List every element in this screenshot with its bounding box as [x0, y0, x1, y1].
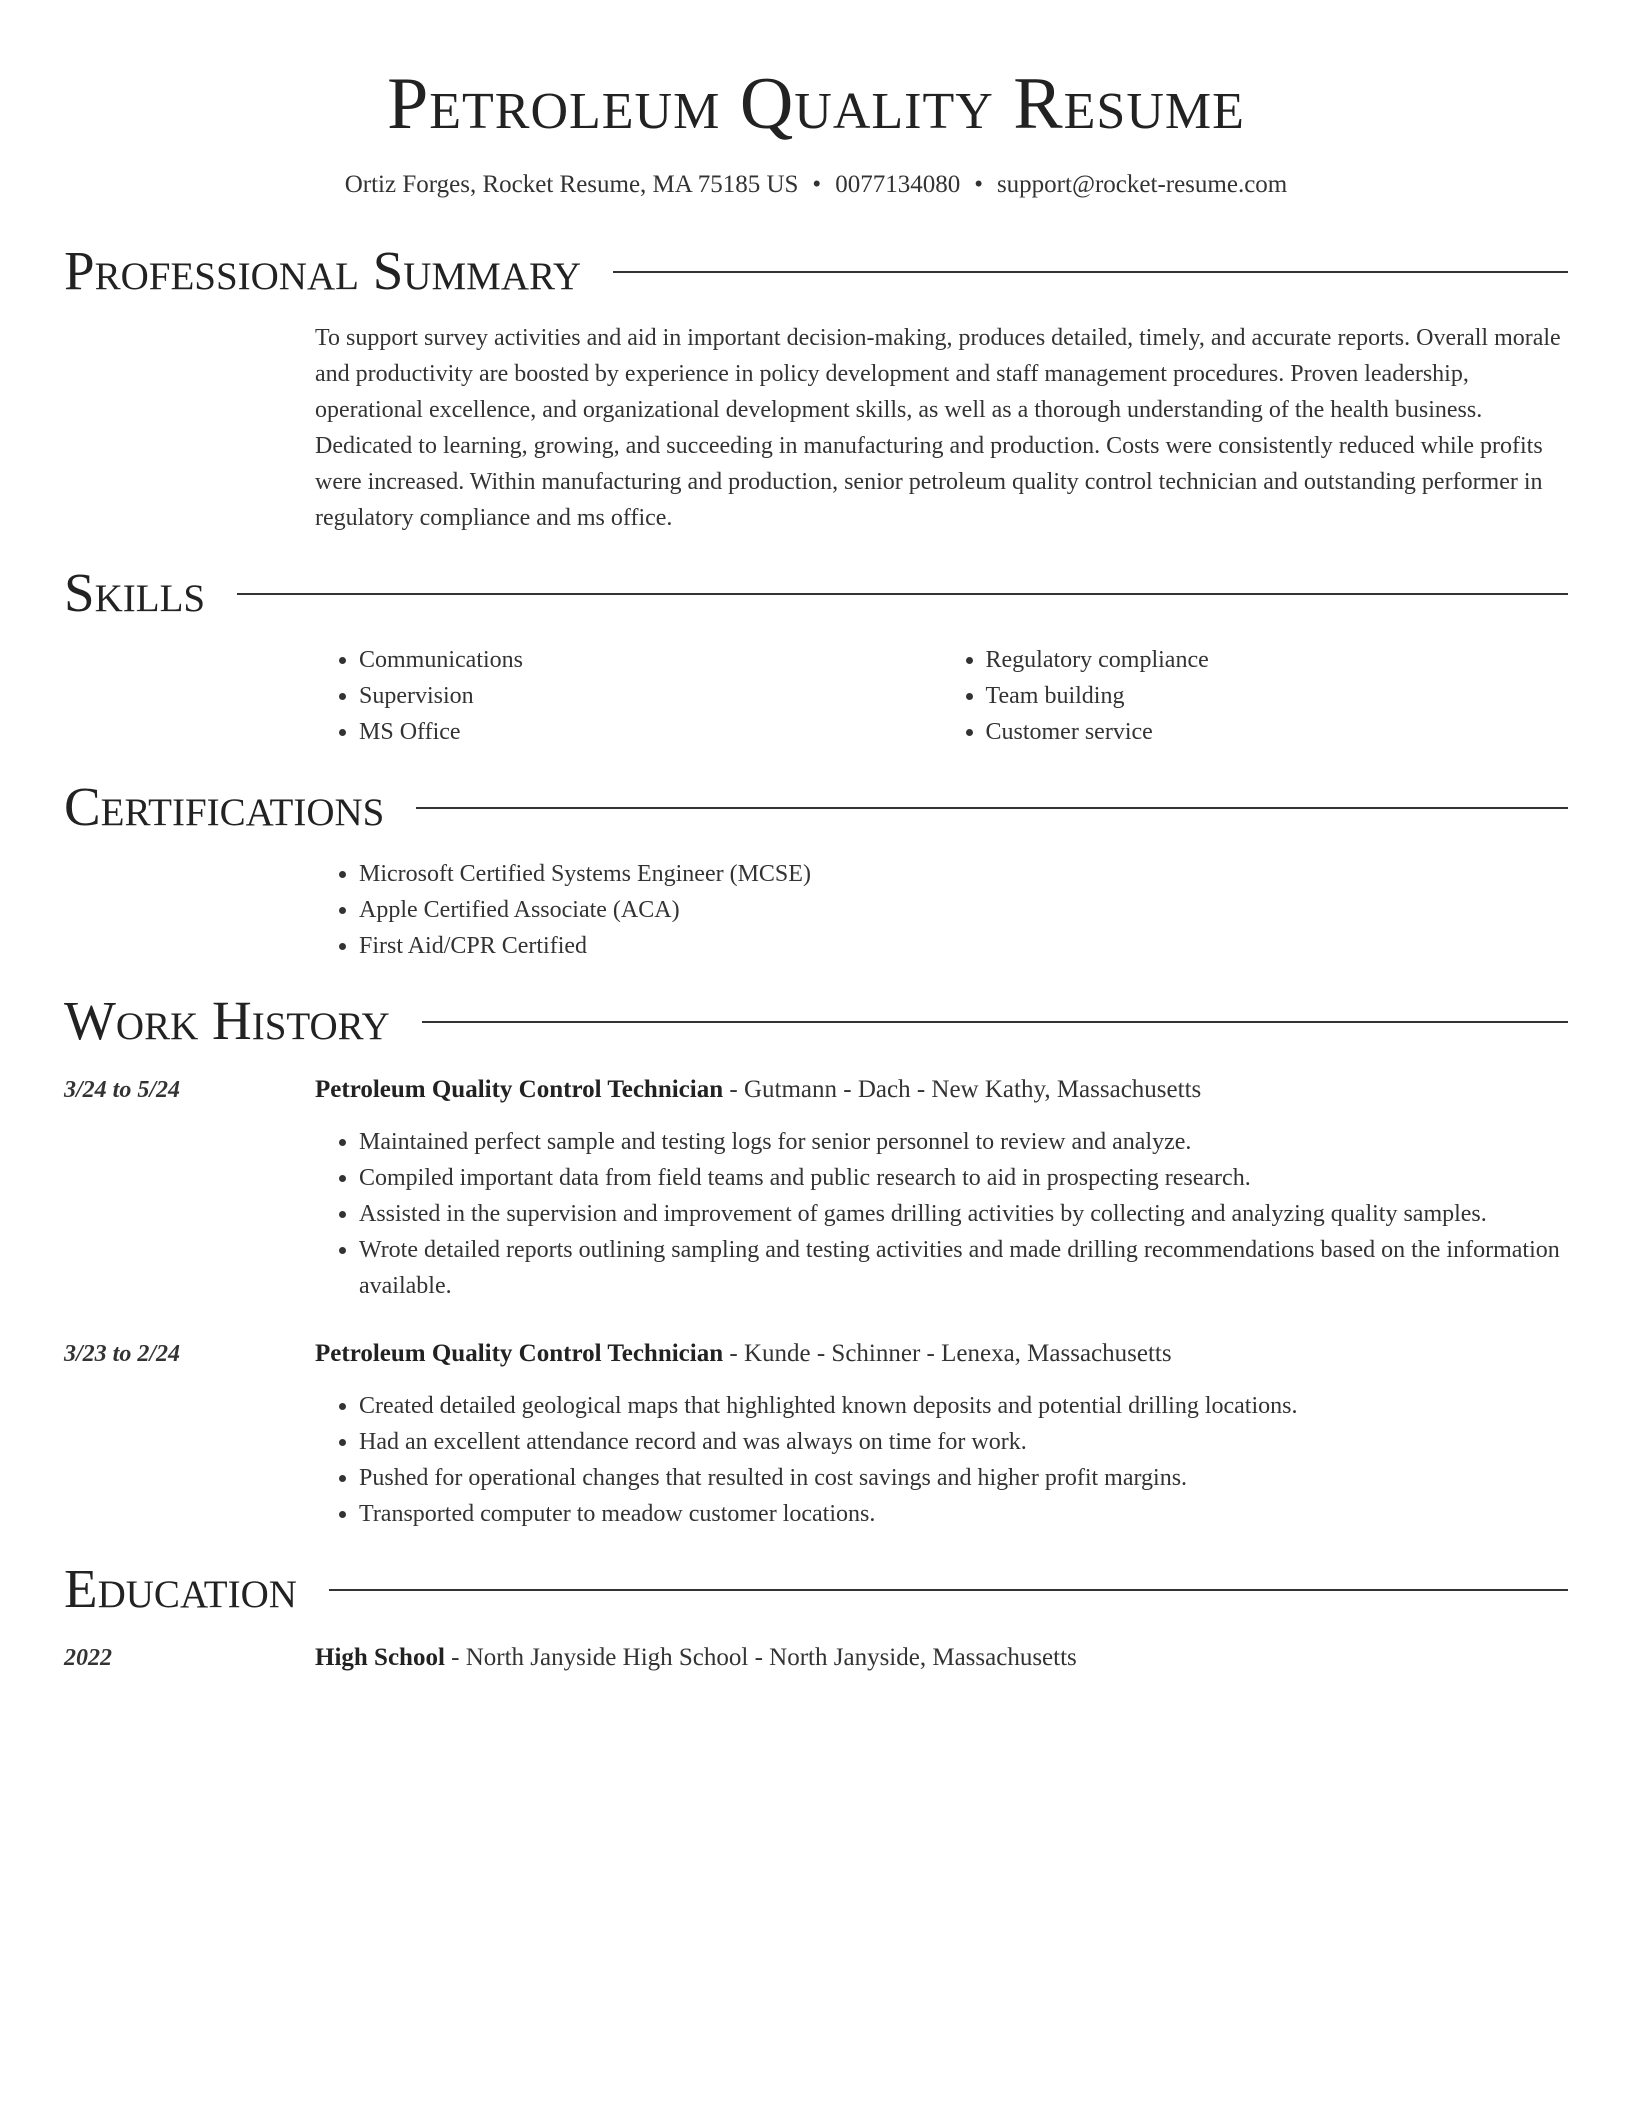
skill-item: • Regulatory compliance: [986, 642, 1569, 678]
work-bullet: • Compiled important data from field teams and public research to aid in prospecting research.: [359, 1160, 1568, 1196]
contact-separator: •: [974, 171, 983, 198]
section-header-certifications: [64, 772, 1568, 842]
skills-list: [315, 642, 1568, 750]
work-role: [315, 1072, 1568, 1108]
skills-column-right: [942, 642, 1569, 750]
skill-item: • Team building: [986, 678, 1569, 714]
section-title-summary: Professional Summary: [64, 240, 582, 301]
section-header-skills: [64, 558, 1568, 628]
work-bullets: [315, 1388, 1568, 1532]
job-details: - Gutmann - Dach - New Kathy, Massachusetts: [723, 1076, 1202, 1103]
skill-item: • MS Office: [359, 714, 942, 750]
work-dates: 3/23 to 2/24: [64, 1341, 181, 1367]
section-divider: [237, 593, 1568, 595]
certifications-list: [315, 856, 1568, 964]
job-title: Petroleum Quality Control Technician: [315, 1340, 724, 1367]
summary-text: To support survey activities and aid in important decision-making, produces detailed, timely, and accurate reports. Overall morale and productivity are boosted by experience in policy development and staff management procedures. Proven leadership, operational excellence, and organizational development skills, as well as a thorough understanding of the health business. Dedicated to learning, growing, and succeeding in manufacturing and production. Costs were consistently reduced while profits were increased. Within manufacturing and production, senior petroleum quality control technician and outstanding performer in regulatory compliance and ms office.: [315, 325, 1561, 531]
work-bullet: • Pushed for operational changes that resulted in cost savings and higher profit margins.: [359, 1460, 1568, 1496]
contact-email: support@rocket-resume.com: [996, 171, 1288, 198]
skill-item: • Communications: [359, 642, 942, 678]
education-degree: [315, 1640, 1568, 1676]
job-title: Petroleum Quality Control Technician: [315, 1076, 724, 1103]
work-bullets: [315, 1124, 1568, 1304]
section-header-education: [64, 1554, 1568, 1624]
work-entry: [64, 1072, 1568, 1108]
section-header-summary: [64, 236, 1568, 306]
section-header-work: [64, 986, 1568, 1056]
work-bullet: • Assisted in the supervision and improvement of games drilling activities by collecting and analyzing quality samples.: [359, 1196, 1568, 1232]
school-details: - North Janyside High School - North Janyside, Massachusetts: [444, 1644, 1077, 1671]
section-divider: [422, 1021, 1568, 1023]
section-divider: [613, 271, 1568, 273]
contact-separator: •: [812, 171, 822, 198]
certification-item: • Microsoft Certified Systems Engineer (MCSE): [359, 856, 1568, 892]
contact-address: Ortiz Forges, Rocket Resume, MA 75185 US: [344, 171, 799, 198]
contact-phone: 0077134080: [835, 171, 961, 198]
work-role: [315, 1336, 1568, 1372]
work-bullet: • Created detailed geological maps that highlighted known deposits and potential drilling locations.: [359, 1388, 1568, 1424]
section-title-skills: Skills: [64, 562, 206, 623]
work-dates: 3/24 to 5/24: [64, 1077, 181, 1103]
job-details: - Kunde - Schinner - Lenexa, Massachusetts: [723, 1340, 1172, 1367]
certification-item: • First Aid/CPR Certified: [359, 928, 1568, 964]
section-divider: [416, 807, 1568, 809]
work-bullet: • Wrote detailed reports outlining sampling and testing activities and made drilling recommendations based on the information available.: [359, 1232, 1568, 1304]
work-bullet: • Had an excellent attendance record and was always on time for work.: [359, 1424, 1568, 1460]
resume-title: Petroleum Quality Resume: [387, 63, 1245, 145]
section-title-certifications: Certifications: [64, 776, 385, 837]
section-title-education: Education: [64, 1558, 297, 1619]
work-entry: [64, 1336, 1568, 1372]
section-divider: [329, 1589, 1568, 1591]
skill-item: • Supervision: [359, 678, 942, 714]
section-title-work: Work History: [64, 990, 390, 1051]
work-bullet: • Transported computer to meadow customer locations.: [359, 1496, 1568, 1532]
resume-page: [64, 0, 1568, 1676]
education-year: 2022: [64, 1645, 112, 1671]
certification-item: • Apple Certified Associate (ACA): [359, 892, 1568, 928]
education-entry: [64, 1640, 1568, 1676]
degree-title: High School: [315, 1644, 445, 1671]
work-bullet: • Maintained perfect sample and testing logs for senior personnel to review and analyze.: [359, 1124, 1568, 1160]
skill-item: • Customer service: [986, 714, 1569, 750]
contact-line: [64, 168, 1568, 202]
skills-column-left: [315, 642, 942, 750]
